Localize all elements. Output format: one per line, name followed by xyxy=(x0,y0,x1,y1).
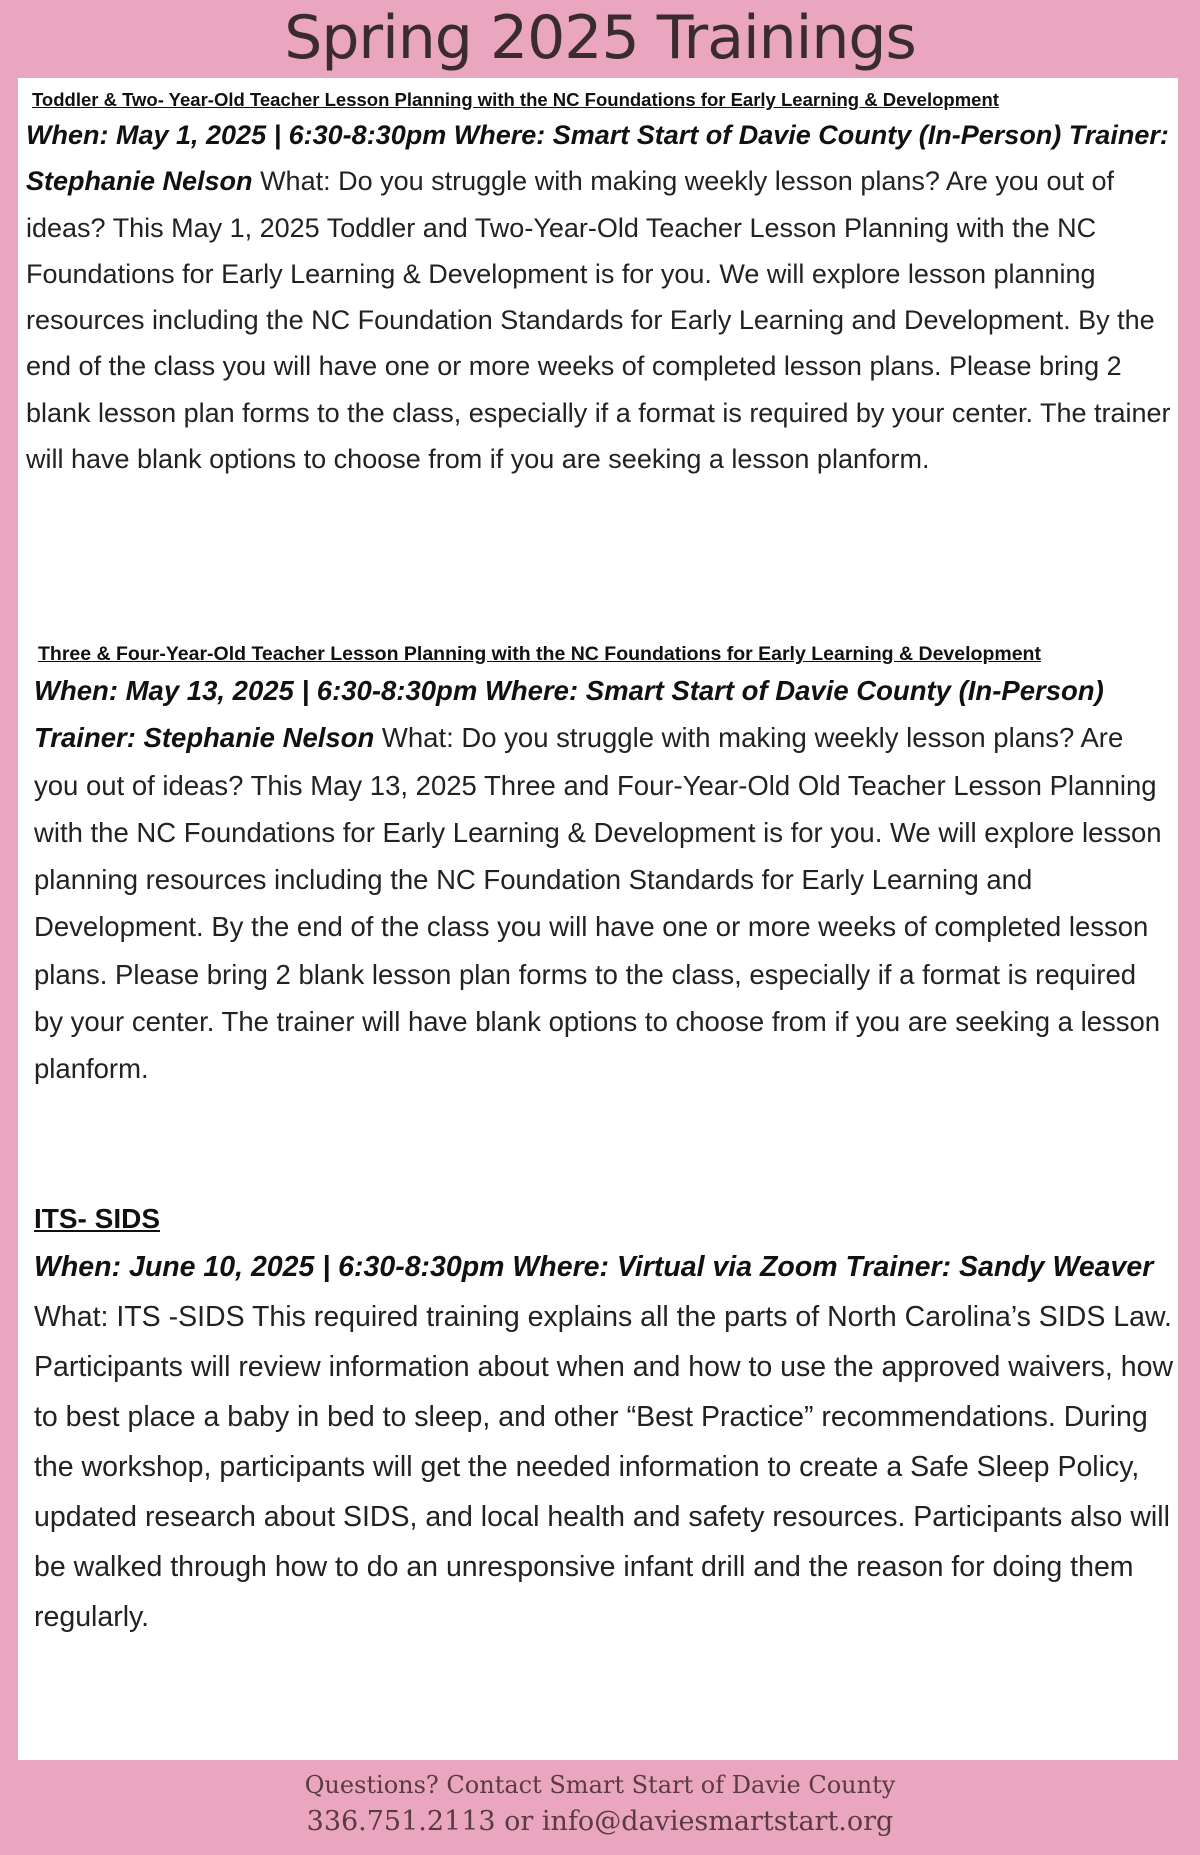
training-toddler-lesson-planning xyxy=(26,88,1171,482)
training-body xyxy=(34,1242,1174,1642)
training-description: What: ITS -SIDS This required training explains all the parts of North Carolina’s SIDS Law. Participants will review information about when and how to use the approved waivers, how to best place a baby in bed to sleep, and other “Best Practice” recommendations. During the workshop, participants will get the needed information to create a Safe Sleep Policy, updated research about SIDS, and local health and safety resources. Participants also will be walked through how to do an unresponsive infant drill and the reason for doing them regularly. xyxy=(34,1301,1174,1633)
training-heading: Toddler & Two- Year-Old Teacher Lesson Planning with the NC Foundations for Early Learning & Development xyxy=(32,89,999,110)
training-preschool-lesson-planning xyxy=(34,641,1164,1093)
footer-phone-email: 336.751.2113 or info@daviesmartstart.org xyxy=(306,1806,894,1837)
training-description: What: Do you struggle with making weekly lesson plans? Are you out of ideas? This May 13, 2025 Three and Four-Year-Old Old Teacher Lesson Planning with the NC Foundations for Early Learning & Development is for you. We will explore lesson planning resources including the NC Foundation Standards for Early Learning and Development. By the end of the class you will have one or more weeks of completed lesson plans. Please bring 2 blank lesson plan forms to the class, especially if a format is required by your center. The trainer will have blank options to choose from if you are seeking a lesson planform. xyxy=(34,722,1162,1085)
content-panel xyxy=(18,78,1178,1760)
training-heading: Three & Four-Year-Old Teacher Lesson Planning with the NC Foundations for Early Learning & Development xyxy=(38,643,1041,665)
training-description: What: Do you struggle with making weekly lesson plans? Are you out of ideas? This May 1, 2025 Toddler and Two-Year-Old Teacher Lesson Planning with the NC Foundations for Early Learning & Development is for you. We will explore lesson planning resources including the NC Foundation Standards for Early Learning and Development. By the end of the class you will have one or more weeks of completed lesson plans. Please bring 2 blank lesson plan forms to the class, especially if a format is required by your center. The trainer will have blank options to choose from if you are seeking a lesson planform. xyxy=(26,166,1171,475)
training-heading: ITS- SIDS xyxy=(34,1203,161,1234)
footer-contact-line: Questions? Contact Smart Start of Davie County xyxy=(304,1771,896,1799)
training-its-sids xyxy=(34,1196,1174,1642)
training-meta: When: May 1, 2025 | 6:30-8:30pm Where: Smart Start of Davie County (In-Person) Trainer: Stephanie Nelson xyxy=(26,120,1169,197)
training-body xyxy=(34,667,1164,1093)
page-title: Spring 2025 Trainings xyxy=(284,3,916,73)
footer-contact xyxy=(0,1768,1200,1842)
training-meta: When: May 13, 2025 | 6:30-8:30pm Where: Smart Start of Davie County (In-Person) Trainer: Stephanie Nelson xyxy=(34,675,1104,754)
training-meta: When: June 10, 2025 | 6:30-8:30pm Where: Virtual via Zoom Trainer: Sandy Weaver xyxy=(34,1251,1154,1283)
training-body xyxy=(26,112,1171,482)
